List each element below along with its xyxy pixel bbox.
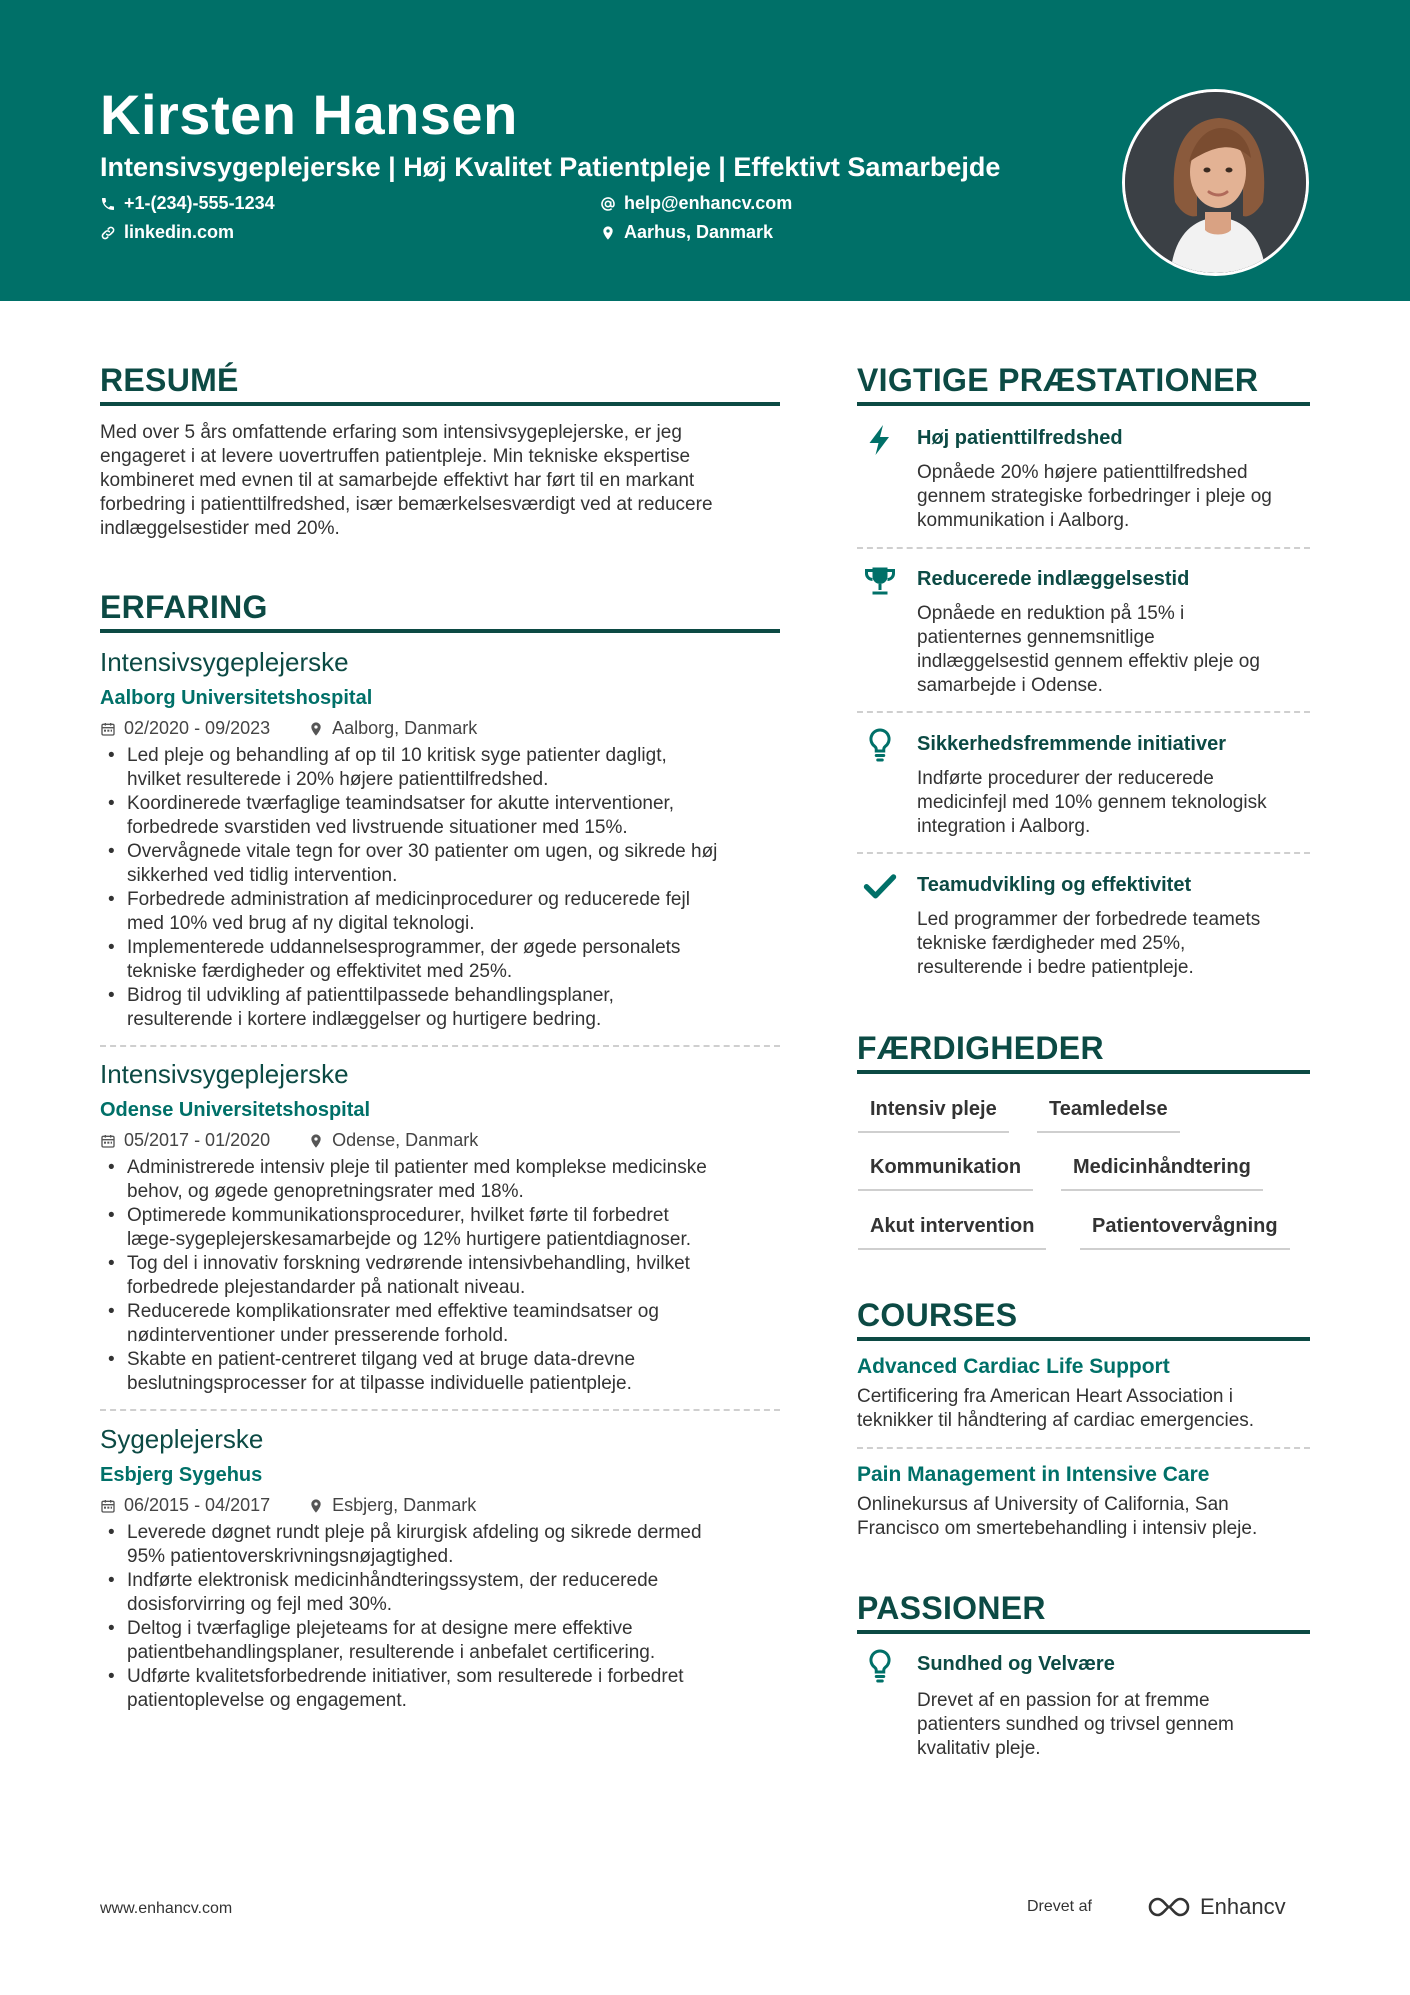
job-bullet: • Udførte kvalitetsforbedrende initiativer, som resulterede i forbedret patientoplevelse og engagement. [100, 1665, 790, 1713]
experience-divider [100, 629, 780, 633]
contact-phone[interactable] [100, 193, 275, 214]
calendar-icon [100, 721, 116, 737]
achievement-title: Sikkerhedsfremmende initiativer [917, 733, 1227, 755]
achievement-separator [857, 852, 1310, 854]
lightbulb-icon [862, 1648, 898, 1684]
job-bullet: • Administrerede intensiv pleje til patienter med komplekse medicinske behov, og øgede genopretningsrater med 18%. [100, 1156, 790, 1204]
skill-tag: Intensiv pleje [858, 1098, 1009, 1133]
footer-website[interactable]: www.enhancv.com [100, 1900, 233, 1917]
achievement-title: Høj patienttilfredshed [917, 427, 1123, 449]
at-icon [600, 196, 616, 212]
achievement-line: Opnåede 20% højere patienttilfredshed [917, 462, 1248, 483]
achievement-line: Led programmer der forbedrede teamets [917, 909, 1261, 930]
job-bullet: • Deltog i tværfaglige plejeteams for at designe mere effektive patientbehandlingsplaner, resulterende i anbefalet certificering. [100, 1617, 790, 1665]
job-bullet: • Koordinerede tværfaglige teamindsatser for akutte interventioner, forbedrede svarstiden ved livstruende situationer med 15%. [100, 792, 790, 840]
course-line: teknikker til håndtering af cardiac emergencies. [857, 1410, 1255, 1431]
achievement-line: tekniske færdigheder med 25%, [917, 933, 1186, 954]
skills-section-title: FÆRDIGHEDER [857, 1030, 1104, 1066]
achievement-line: samarbejde i Odense. [917, 675, 1103, 696]
location-pin-icon [308, 721, 324, 737]
email-text: help@enhancv.com [624, 193, 793, 213]
achievement-desc [917, 461, 1317, 533]
job-meta [100, 1495, 476, 1516]
summary-line: Med over 5 års omfattende erfaring som intensivsygeplejerske, er jeg [100, 422, 682, 443]
summary-line: engageret i at levere uovertruffen patientpleje. Min tekniske ekspertise [100, 446, 691, 467]
portrait-illustration [1125, 92, 1309, 276]
skills-divider [857, 1070, 1310, 1074]
job-location: Odense, Danmark [332, 1130, 479, 1150]
contact-location [600, 222, 773, 243]
job-bullets [100, 1521, 790, 1713]
job-bullets [100, 1156, 790, 1396]
course-separator [857, 1447, 1310, 1449]
job-bullet: • Optimerede kommunikationsprocedurer, hvilket førte til forbedret læge-sygeplejerskesamarbejde og 12% hurtigere patientdiagnoser. [100, 1204, 790, 1252]
job-separator [100, 1045, 780, 1047]
phone-icon [100, 196, 116, 212]
job-bullet: • Skabte en patient-centreret tilgang ved at bruge data-drevne beslutningsprocesser for at tilpasse individuelle patientpleje. [100, 1348, 790, 1396]
phone-text: +1-(234)-555-1234 [124, 193, 275, 213]
course-line: Certificering fra American Heart Association i [857, 1386, 1233, 1407]
skill-tag: Teamledelse [1037, 1098, 1180, 1133]
candidate-headline: Intensivsygeplejerske | Høj Kvalitet Patientpleje | Effektivt Samarbejde [100, 152, 1001, 182]
skill-tag: Akut intervention [858, 1215, 1046, 1250]
job-meta [100, 718, 477, 739]
job-company: Esbjerg Sygehus [100, 1464, 263, 1486]
job-dates: 06/2015 - 04/2017 [124, 1495, 271, 1515]
lightbulb-icon [862, 727, 898, 763]
achievement-line: indlæggelsestid gennem effektiv pleje og [917, 651, 1260, 672]
job-bullet: • Bidrog til udvikling af patienttilpassede behandlingsplaner, resulterende i kortere indlæggelser og hurtigere bedring. [100, 984, 790, 1032]
achievement-line: patienternes gennemsnitlige [917, 627, 1155, 648]
location-text: Aarhus, Danmark [624, 222, 774, 242]
job-title: Intensivsygeplejerske [100, 1059, 349, 1089]
job-bullet: • Implementerede uddannelsesprogrammer, der øgede personalets tekniske færdigheder og effektivitet med 25%. [100, 936, 790, 984]
skill-tag: Kommunikation [858, 1156, 1033, 1191]
passion-title: Sundhed og Velvære [917, 1653, 1115, 1675]
enhancv-logo[interactable] [1146, 1894, 1286, 1920]
job-bullet: • Overvågnede vitale tegn for over 30 patienter om ugen, og sikrede høj sikkerhed ved tidlig intervention. [100, 840, 790, 888]
location-pin-icon [600, 225, 616, 241]
course-title: Pain Management in Intensive Care [857, 1463, 1210, 1486]
location-pin-icon [308, 1498, 324, 1514]
location-pin-icon [308, 1133, 324, 1149]
achievement-line: integration i Aalborg. [917, 816, 1091, 837]
experience-section-title: ERFARING [100, 589, 268, 625]
course-line: Onlinekursus af University of California, San [857, 1494, 1229, 1515]
checkmark-icon [862, 868, 898, 904]
passions-divider [857, 1630, 1310, 1634]
job-bullet: • Leverede døgnet rundt pleje på kirurgisk afdeling og sikrede dermed 95% patientoverskrivningsnøjagtighed. [100, 1521, 790, 1569]
enhancv-infinity-icon [1146, 1895, 1192, 1919]
job-bullet: • Tog del i innovativ forskning vedrørende intensivbehandling, hvilket forbedrede plejestandarder på nationalt niveau. [100, 1252, 790, 1300]
trophy-icon [862, 563, 898, 599]
enhancv-brand-text: Enhancv [1200, 1894, 1286, 1919]
course-desc [857, 1385, 1317, 1433]
achievement-desc [917, 602, 1317, 698]
achievement-line: resulterende i bedre patientpleje. [917, 957, 1194, 978]
achievements-divider [857, 402, 1310, 406]
achievement-line: gennem strategiske forbedringer i pleje og [917, 486, 1272, 507]
passion-desc [917, 1689, 1317, 1761]
calendar-icon [100, 1498, 116, 1514]
candidate-name: Kirsten Hansen [100, 83, 518, 146]
lightning-icon [862, 422, 898, 458]
achievement-line: medicinfejl med 10% gennem teknologisk [917, 792, 1267, 813]
summary-line: kombineret med evnen til at samarbejde effektivt har ført til en markant [100, 470, 695, 491]
job-location: Aalborg, Danmark [332, 718, 478, 738]
contact-email[interactable] [600, 193, 792, 214]
job-meta [100, 1130, 478, 1151]
achievement-separator [857, 547, 1310, 549]
job-company: Aalborg Universitetshospital [100, 687, 373, 709]
courses-divider [857, 1337, 1310, 1341]
passion-line: Drevet af en passion for at fremme [917, 1690, 1210, 1711]
passions-section-title: PASSIONER [857, 1590, 1046, 1626]
contact-linkedin[interactable] [100, 222, 234, 243]
profile-photo [1122, 89, 1309, 276]
skill-tag: Patientovervågning [1080, 1215, 1290, 1250]
header-banner [0, 0, 1410, 301]
job-bullet: • Indførte elektronisk medicinhåndteringssystem, der reducerede dosisforvirring og fejl med 30%. [100, 1569, 790, 1617]
job-company: Odense Universitetshospital [100, 1099, 371, 1121]
link-icon [100, 225, 116, 241]
achievement-line: Opnåede en reduktion på 15% i [917, 603, 1185, 624]
summary-section-title: RESUMÉ [100, 362, 239, 398]
footer-powered-by: Drevet af [1027, 1898, 1092, 1915]
linkedin-text: linkedin.com [124, 222, 235, 242]
job-bullet: • Forbedrede administration af medicinprocedurer og reducerede fejl med 10% ved brug af ny digital teknologi. [100, 888, 790, 936]
summary-line: indlæggelsestider med 20%. [100, 518, 340, 539]
achievement-title: Teamudvikling og effektivitet [917, 874, 1192, 896]
job-location: Esbjerg, Danmark [332, 1495, 477, 1515]
job-bullet: • Led pleje og behandling af op til 10 kritisk syge patienter dagligt, hvilket resulterede i 20% højere patienttilfredshed. [100, 744, 790, 792]
courses-section-title: COURSES [857, 1297, 1018, 1333]
achievement-line: kommunikation i Aalborg. [917, 510, 1130, 531]
course-desc [857, 1493, 1317, 1541]
course-line: Francisco om smertebehandling i intensiv pleje. [857, 1518, 1258, 1539]
summary-text [100, 421, 790, 541]
summary-divider [100, 402, 780, 406]
job-title: Sygeplejerske [100, 1424, 264, 1454]
achievement-line: Indførte procedurer der reducerede [917, 768, 1214, 789]
job-separator [100, 1409, 780, 1411]
skill-tag: Medicinhåndtering [1061, 1156, 1263, 1191]
job-dates: 05/2017 - 01/2020 [124, 1130, 271, 1150]
calendar-icon [100, 1133, 116, 1149]
achievement-separator [857, 711, 1310, 713]
job-title: Intensivsygeplejerske [100, 647, 349, 677]
summary-line: forbedring i patienttilfredshed, især bemærkelsesværdigt ved at reducere [100, 494, 713, 515]
achievement-desc [917, 767, 1317, 839]
passion-line: kvalitativ pleje. [917, 1738, 1041, 1759]
achievements-section-title: VIGTIGE PRÆSTATIONER [857, 362, 1259, 398]
passion-line: patienters sundhed og trivsel gennem [917, 1714, 1234, 1735]
job-bullets [100, 744, 790, 1032]
achievement-desc [917, 908, 1317, 980]
course-title: Advanced Cardiac Life Support [857, 1355, 1170, 1378]
job-dates: 02/2020 - 09/2023 [124, 718, 271, 738]
job-bullet: • Reducerede komplikationsrater med effektive teamindsatser og nødinterventioner under presserende forhold. [100, 1300, 790, 1348]
achievement-title: Reducerede indlæggelsestid [917, 568, 1190, 590]
